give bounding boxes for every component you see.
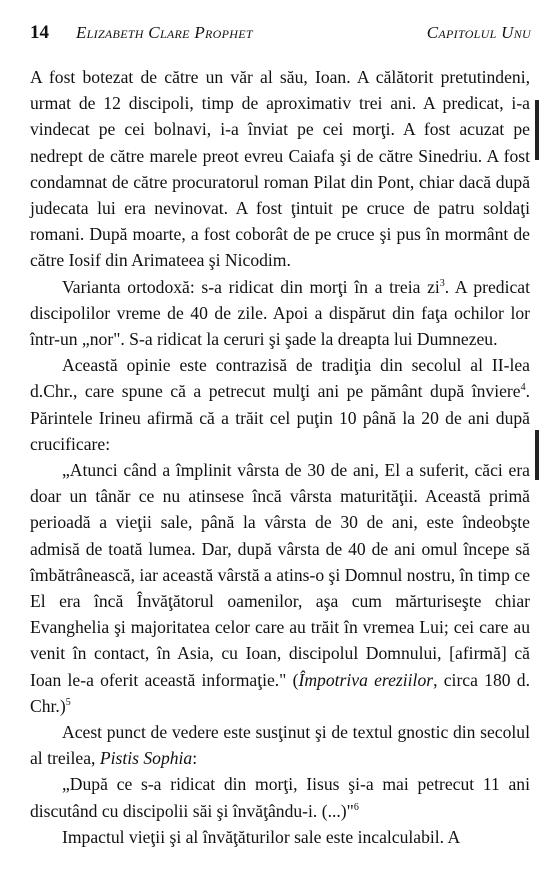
page-number: 14 <box>30 22 49 43</box>
page-edge-shadow <box>535 100 539 160</box>
paragraph-5: Impactul vieţii şi al învăţăturilor sale este incalculabil. A <box>62 826 461 847</box>
footnote-ref-5[interactable]: 5 <box>65 697 71 709</box>
quotation-pistis-sophia: „După ce s-a ridicat din morţi, Iisus şi-a mai petrecut 11 ani discutând cu discipolii săi şi învăţându-i. (...)"$^6$ <box>30 774 530 821</box>
quotation-irenaeus: „Atunci când a împlinit vârsta de 30 de ani, El a suferit, căci era doar un tânăr ce nu atinsese încă vârsta maturităţii. Această primă perioadă a vieţii sale, până la vârsta de 30 de ani, este îndeobşte admisă de toată lumea. Dar, după vârsta de 40 de ani omul începe să îmbătrânească, iar această vârstă a atins-o şi Domnul nostru, în timp ce El era încă Învăţătorul oamenilor, aşa cum mărturiseşte chiar Evanghelia şi majoritatea celor care au trăit în vremea Lui; cei care au venit în contact, în Asia, cu Ioan, discipolul Domnului, [afirmă] că Ioan le-a oferit această informaţie." (Împotriva ereziilor, circa 180 d. Chr.)$^5$ <box>30 460 530 716</box>
running-header <box>30 22 531 46</box>
gnostic-text-title: Pistis Sophia <box>99 748 193 769</box>
page-body <box>30 64 530 850</box>
paragraph-1: A fost botezat de către un văr al său, Ioan. A călătorit pretutindeni, urmat de 12 discipoli, timp de aproximativ trei ani. A predicat, i-a vindecat pe cei bolnavi, i-a înviat pe cei morţi. A fost acuzat pe nedrept de către marele preot evreu Caiafa şi de către Sinedriu. A fost condamnat de către procuratorul roman Pilat din Pont, chiar dacă după judecata lui era nevinovat. A fost ţintuit pe cruce de patru soldaţi romani. După moarte, a fost coborât de pe cruce şi pus în mormânt de către Iosif din Arimateea şi Nicodim. <box>30 67 530 271</box>
running-head-chapter: Capitolul Unu <box>426 23 531 42</box>
footnote-ref-4[interactable]: 4 <box>520 382 526 394</box>
page-edge-shadow <box>535 430 539 480</box>
paragraph-3: Această opinie este contrazisă de tradiţia din secolul al II-lea d.Chr., care spune că a petrecut mulţi ani pe pământ după înviere$^4$. Părintele Irineu afirmă că a trăit cel puţin 10 până la 20 de ani după crucificare: <box>30 355 530 454</box>
citation-title: Împotriva ereziilor <box>298 669 434 690</box>
running-head-author: Elizabeth Clare Prophet <box>76 23 253 42</box>
footnote-ref-6[interactable]: 6 <box>353 801 359 813</box>
footnote-ref-3[interactable]: 3 <box>439 277 445 289</box>
paragraph-4: Acest punct de vedere este susţinut şi de textul gnostic din secolul al treilea, Pistis Sophia: <box>30 722 530 769</box>
paragraph-2: Varianta ortodoxă: s-a ridicat din morţi în a treia $zi^3$. A predicat discipolilor vreme de 40 de zile. Apoi a dispărut din faţa ochilor lor într-un „nor". S-a ridicat la ceruri şi şade la dreapta lui Dumnezeu. <box>30 276 531 350</box>
